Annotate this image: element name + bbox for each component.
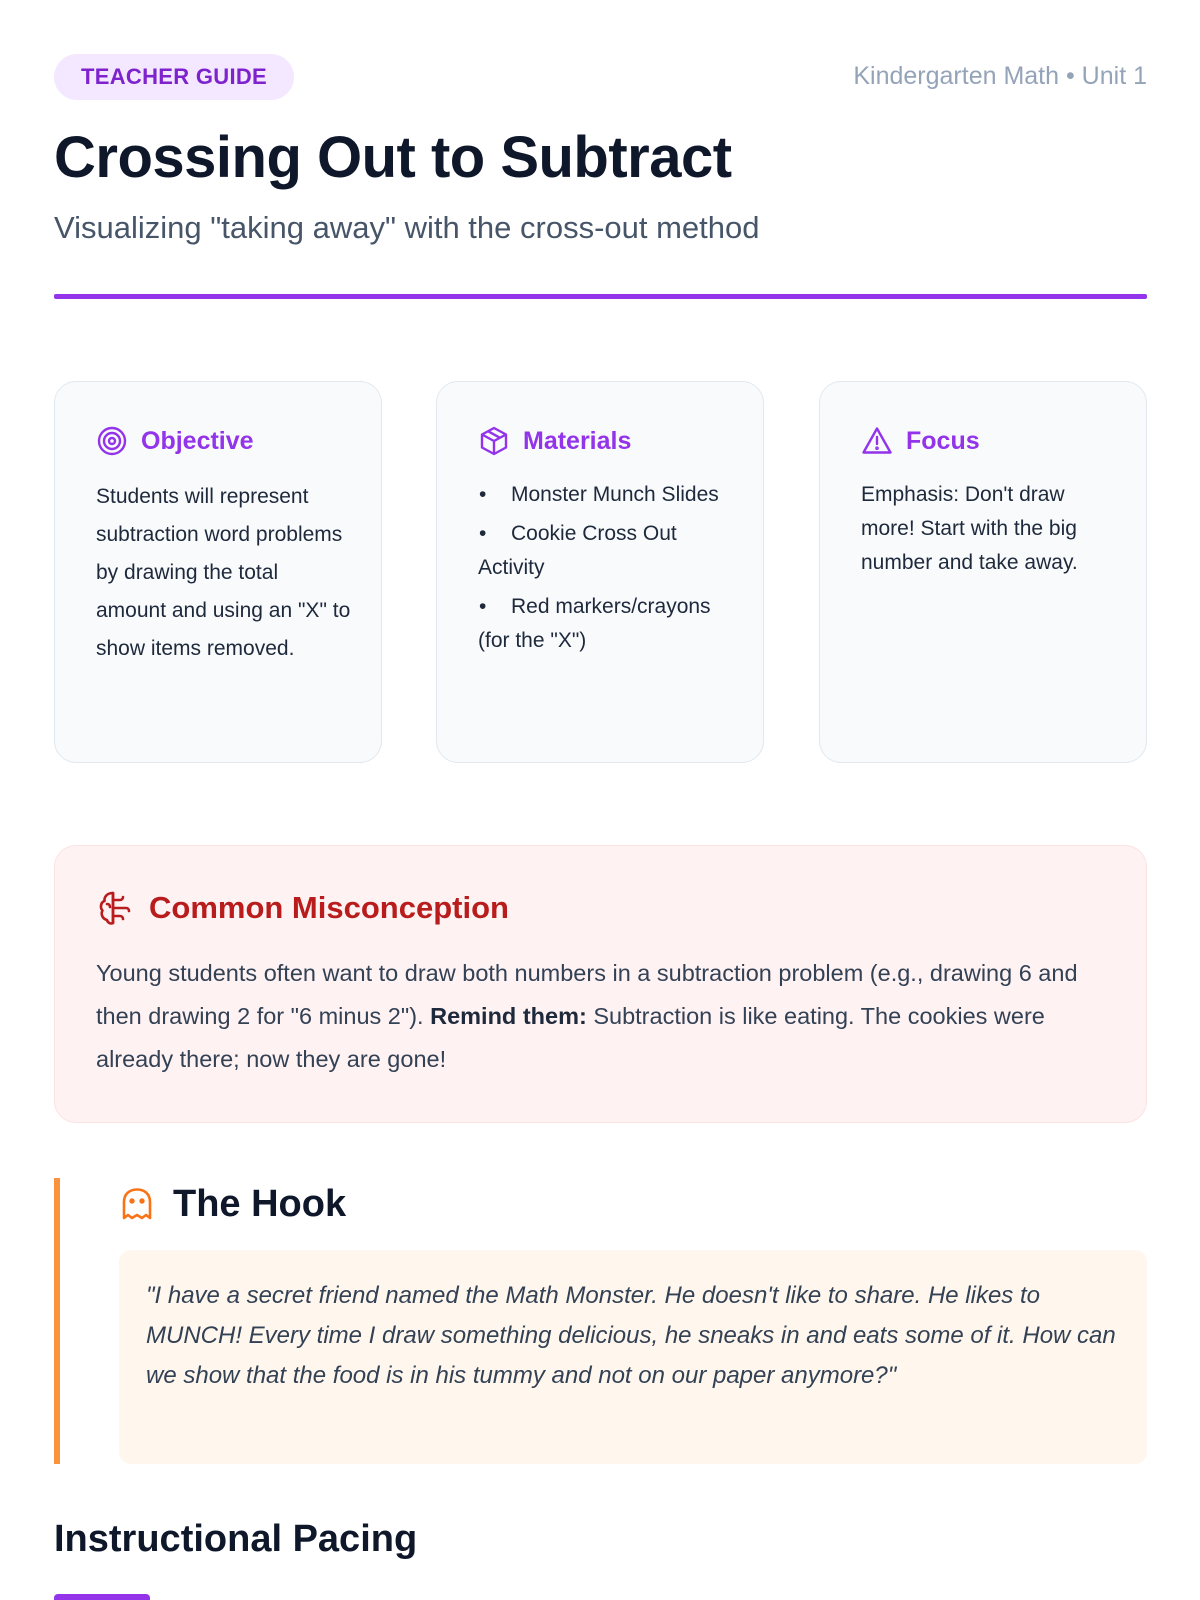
- objective-card: [54, 381, 382, 763]
- page-title: Crossing Out to Subtract: [54, 125, 732, 190]
- pacing-accent-bar: [54, 1594, 150, 1600]
- teacher-guide-badge: TEACHER GUIDE: [54, 54, 294, 100]
- misconception-text-start: Young students often want to draw both numbers in a subtraction problem (e.g., drawing 6 and then drawing 2 for "6 minus 2").: [96, 960, 1078, 1029]
- focus-card: [819, 381, 1147, 763]
- target-icon: [96, 425, 128, 457]
- page-subtitle: Visualizing "taking away" with the cross-out method: [54, 210, 760, 245]
- list-item: • Red markers/crayons (for the "X"): [478, 595, 711, 652]
- materials-card: [436, 381, 764, 763]
- ghost-icon: [119, 1186, 155, 1222]
- hook-section: [54, 1178, 1147, 1464]
- misconception-text-end: Subtraction is like eating. The cookies were already there; now they are gone!: [96, 1003, 1045, 1072]
- hook-title: The Hook: [173, 1182, 347, 1225]
- header-divider: [54, 294, 1147, 299]
- objective-card-header: [96, 424, 351, 458]
- objective-title: Objective: [141, 426, 254, 455]
- box-icon: [478, 425, 510, 457]
- misconception-header: [96, 888, 1106, 928]
- focus-title: Focus: [906, 426, 980, 455]
- course-label: Kindergarten Math • Unit 1: [853, 62, 1147, 90]
- materials-list: [478, 478, 733, 658]
- materials-item-label: Cookie Cross Out Activity: [478, 522, 677, 579]
- focus-text: Emphasis: Don't draw more! Start with the big number and take away.: [861, 483, 1078, 574]
- materials-card-header: [478, 424, 733, 458]
- focus-card-header: [861, 424, 1116, 458]
- pacing-heading: Instructional Pacing: [54, 1518, 418, 1560]
- brain-icon: [96, 888, 136, 928]
- materials-title: Materials: [523, 426, 632, 455]
- materials-item-label: Monster Munch Slides: [511, 483, 719, 506]
- objective-text: Students will represent subtraction word problems by drawing the total amount and using an "X" to show items removed.: [96, 485, 351, 660]
- header-row: [54, 54, 1147, 100]
- misconception-callout: [54, 845, 1147, 1123]
- warning-icon: [861, 425, 893, 457]
- list-item: • Monster Munch Slides: [479, 483, 719, 506]
- list-item: • Cookie Cross Out Activity: [478, 522, 677, 579]
- hook-header: [119, 1182, 346, 1226]
- misconception-emphasis: Remind them:: [430, 1003, 587, 1029]
- hook-quote: "I have a secret friend named the Math Monster. He doesn't like to share. He likes to MUNCH! Every time I draw something delicious, he sneaks in and eats some of it. How can we show that the food is in his tummy and not on our paper anymore?": [119, 1250, 1147, 1464]
- materials-item-label: Red markers/crayons (for the "X"): [478, 595, 711, 652]
- misconception-text: [96, 952, 1106, 1081]
- misconception-title: Common Misconception: [149, 890, 509, 925]
